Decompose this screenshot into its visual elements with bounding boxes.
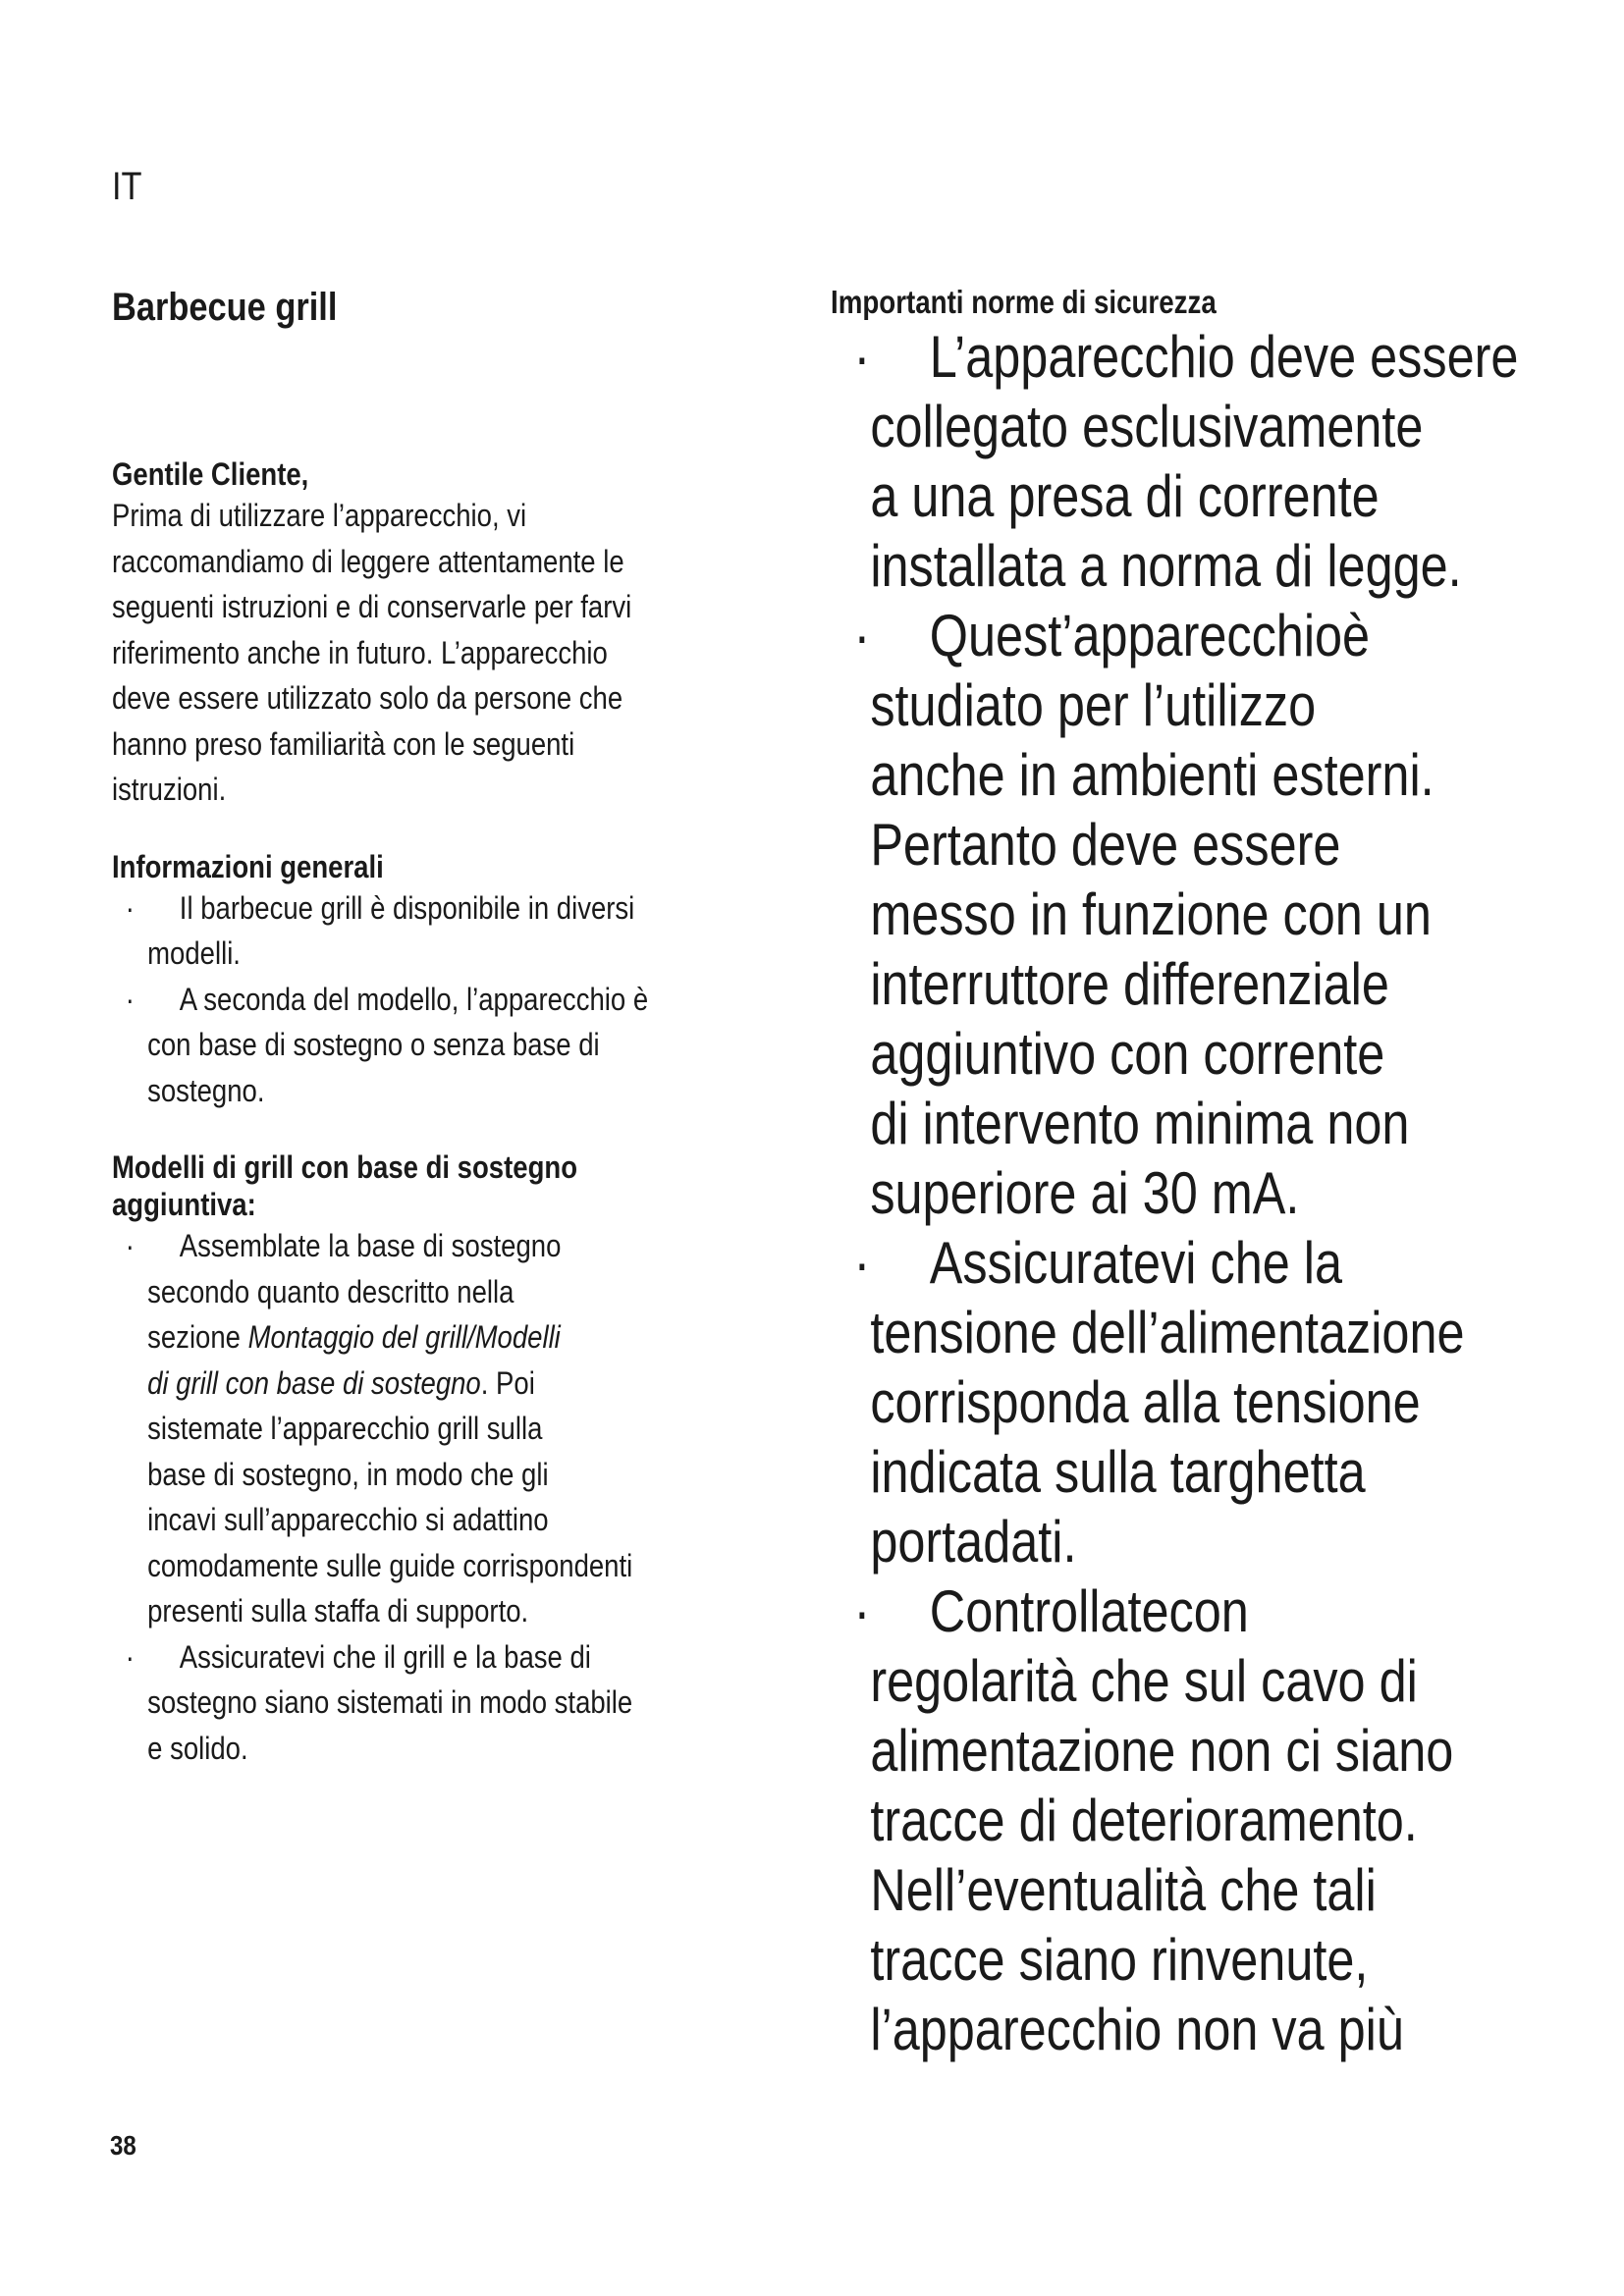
- safety-line: installata a norma di legge.: [870, 533, 1462, 599]
- list-item-line: [147, 1361, 819, 1407]
- section-reference: Montaggio del grill/Modelli: [247, 1319, 561, 1355]
- safety-line: Assicuratevi che la: [929, 1230, 1342, 1296]
- list-item: [112, 977, 819, 1114]
- language-code: IT: [112, 165, 142, 208]
- list-item-line: sistemate l’apparecchio grill sulla: [147, 1411, 543, 1446]
- safety-line: aggiuntivo con corrente: [870, 1021, 1385, 1087]
- right-column: [831, 283, 1577, 2064]
- models-list: [112, 1223, 819, 1771]
- safety-line: regolarità che sul cavo di: [870, 1648, 1418, 1714]
- page-number: 38: [110, 2130, 136, 2161]
- safety-line: Nell’eventualità che tali: [870, 1857, 1377, 1923]
- safety-line: portadati.: [870, 1509, 1077, 1575]
- safety-line: Controllatecon: [929, 1578, 1249, 1644]
- bullet-icon: ·: [853, 603, 871, 668]
- list-item: [112, 885, 819, 977]
- list-item-line: Assicuratevi che il grill e la base di: [179, 1638, 591, 1675]
- safety-heading: Importanti norme di sicurezza: [831, 284, 1217, 320]
- bullet-icon: ·: [853, 324, 871, 390]
- safety-line: Pertanto deve essere: [870, 812, 1341, 878]
- list-item: [112, 1634, 819, 1772]
- list-item-line: Assemblate la base di sostegno: [179, 1228, 562, 1263]
- list-item-line: [147, 1314, 819, 1361]
- models-heading: aggiuntiva:: [112, 1187, 256, 1222]
- safety-line: indicata sulla targhetta: [870, 1439, 1366, 1505]
- text-span: sezione: [147, 1319, 248, 1355]
- safety-line: Quest’apparecchioè: [929, 603, 1371, 668]
- safety-line: tracce di deterioramento.: [870, 1788, 1418, 1853]
- list-item-line: modelli.: [147, 935, 241, 971]
- safety-line: di intervento minima non: [870, 1091, 1410, 1156]
- intro-line: raccomandiamo di leggere attentamente le: [112, 543, 624, 579]
- list-item-line: A seconda del modello, l’apparecchio è: [179, 981, 649, 1017]
- safety-item: [831, 1228, 1577, 1576]
- text-span: . Poi: [480, 1364, 535, 1401]
- safety-line: messo in funzione con un: [870, 881, 1432, 947]
- intro-line: deve essere utilizzato solo da persone che: [112, 680, 623, 716]
- safety-line: collegato esclusivamente: [870, 394, 1424, 459]
- list-item-line: presenti sulla staffa di supporto.: [147, 1593, 529, 1629]
- bullet-icon: ·: [125, 1638, 135, 1675]
- bullet-icon: ·: [853, 1230, 871, 1296]
- safety-line: a una presa di corrente: [870, 463, 1380, 529]
- safety-line: corrisponda alla tensione: [870, 1369, 1421, 1435]
- safety-line: tracce siano rinvenute,: [870, 1927, 1369, 1993]
- safety-item: [831, 601, 1577, 1228]
- list-item-line: Il barbecue grill è disponibile in diversi: [179, 889, 635, 926]
- general-info-list: [112, 885, 819, 1114]
- list-item-line: secondo quanto descritto nella: [147, 1273, 514, 1309]
- list-item-line: con base di sostegno o senza base di: [147, 1027, 600, 1062]
- safety-line: superiore ai 30 mA.: [870, 1160, 1300, 1226]
- bullet-icon: ·: [125, 981, 135, 1017]
- safety-item: [831, 1576, 1577, 2064]
- left-column: [112, 285, 819, 1771]
- list-item-line: sostegno.: [147, 1072, 265, 1108]
- safety-item: [831, 322, 1577, 601]
- safety-line: alimentazione non ci siano: [870, 1718, 1454, 1784]
- section-reference: di grill con base di sostegno: [147, 1364, 481, 1401]
- list-item: [112, 1223, 819, 1634]
- list-item-line: sostegno siano sistemati in modo stabile: [147, 1684, 633, 1720]
- models-heading: Modelli di grill con base di sostegno: [112, 1149, 578, 1185]
- intro-line: riferimento anche in futuro. L’apparecchio: [112, 634, 608, 670]
- list-item-line: incavi sull’apparecchio si adattino: [147, 1502, 549, 1537]
- intro-line: istruzioni.: [112, 772, 227, 807]
- safety-line: studiato per l’utilizzo: [870, 672, 1317, 738]
- intro-line: hanno preso familiarità con le seguenti: [112, 725, 575, 762]
- intro-paragraph: [112, 493, 819, 813]
- document-title: Barbecue grill: [112, 286, 338, 329]
- general-info-heading: Informazioni generali: [112, 848, 384, 884]
- bullet-icon: ·: [125, 889, 135, 926]
- list-item-line: comodamente sulle guide corrispondenti: [147, 1547, 633, 1583]
- safety-line: anche in ambienti esterni.: [870, 742, 1435, 808]
- bullet-icon: ·: [853, 1578, 871, 1644]
- list-item-line: base di sostegno, in modo che gli: [147, 1456, 549, 1492]
- safety-line: L’apparecchio deve essere: [929, 324, 1519, 390]
- safety-line: l’apparecchio non va più: [870, 1997, 1404, 2062]
- list-item-line: e solido.: [147, 1730, 248, 1766]
- intro-line: Prima di utilizzare l’apparecchio, vi: [112, 498, 527, 533]
- safety-line: tensione dell’alimentazione: [870, 1300, 1465, 1365]
- bullet-icon: ·: [125, 1228, 135, 1263]
- safety-line: interruttore differenziale: [870, 951, 1389, 1017]
- greeting: Gentile Cliente,: [112, 456, 309, 492]
- intro-line: seguenti istruzioni e di conservarle per farvi: [112, 589, 632, 624]
